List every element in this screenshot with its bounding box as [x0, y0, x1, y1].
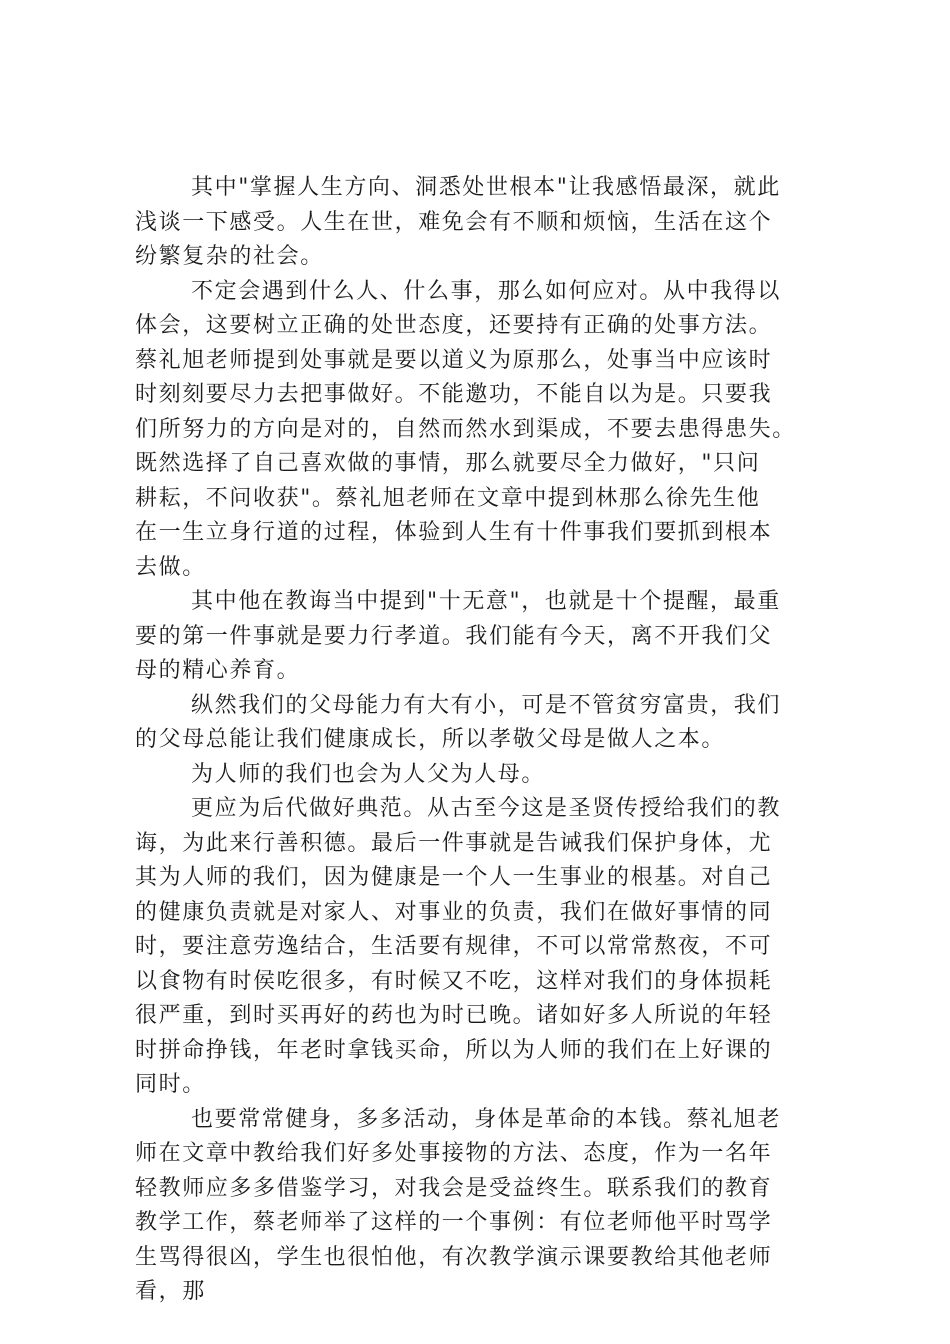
text-line: 不定会遇到什么人、什么事，那么如何应对。从中我得以 — [191, 278, 782, 304]
text-line: 更应为后代做好典范。从古至今这是圣贤传授给我们的教 — [191, 796, 782, 821]
body-text — [135, 171, 825, 1310]
text-line: 以食物有时侯吃很多，有时候又不吃，这样对我们的身体损耗 — [135, 968, 773, 994]
text-line: 的健康负责就是对家人、对事业的负责，我们在做好事情的同 — [135, 899, 773, 925]
text-line: 蔡礼旭老师提到处事就是要以道义为原那么，处事当中应该时 — [135, 347, 773, 373]
text-line: 生骂得很凶，学生也很怕他，有次教学演示课要教给其他老师 — [135, 1244, 773, 1270]
text-line: 纷繁复杂的社会。 — [135, 244, 324, 269]
text-line: 要的第一件事就是要力行孝道。我们能有今天，离不开我们父 — [135, 623, 773, 649]
text-line: 也要常常健身，多多活动，身体是革命的本钱。蔡礼旭老 — [191, 1106, 782, 1132]
text-line: 时拼命挣钱，年老时拿钱买命，所以为人师的我们在上好课的 — [135, 1037, 773, 1063]
text-line: 浅谈一下感受。人生在世，难免会有不顺和烦恼，生活在这个 — [135, 209, 773, 235]
text-line: 的父母总能让我们健康成长，所以孝敬父母是做人之本。 — [135, 727, 726, 752]
text-line: 耕耘，不问收获"。蔡礼旭老师在文章中提到林那么徐先生他 — [135, 485, 761, 511]
text-line: 其中他在教诲当中提到"十无意"，也就是十个提醒，最重 — [191, 589, 781, 614]
text-line: 教学工作，蔡老师举了这样的一个事例：有位老师他平时骂学 — [135, 1210, 773, 1235]
text-line: 看，那 — [135, 1279, 206, 1304]
text-line: 很严重，到时买再好的药也为时已晚。诸如好多人所说的年轻 — [135, 1003, 773, 1028]
text-line: 其中"掌握人生方向、洞悉处世根本"让我感悟最深，就此 — [191, 175, 781, 200]
text-line: 师在文章中教给我们好多处事接物的方法、态度，作为一名年 — [135, 1141, 773, 1166]
text-line: 去做。 — [135, 554, 206, 580]
text-line: 体会，这要树立正确的处世态度，还要持有正确的处事方法。 — [135, 313, 773, 338]
text-line: 们所努力的方向是对的，自然而然水到渠成，不要去患得患失。 — [135, 416, 796, 442]
text-line: 时，要注意劳逸结合，生活要有规律，不可以常常熬夜，不可 — [135, 934, 773, 959]
text-line: 诲，为此来行善积德。最后一件事就是告诫我们保护身体，尤 — [135, 830, 773, 856]
text-line: 时刻刻要尽力去把事做好。不能邀功，不能自以为是。只要我 — [135, 382, 773, 407]
text-line: 同时。 — [135, 1072, 206, 1097]
text-line: 轻教师应多多借鉴学习，对我会是受益终生。联系我们的教育 — [135, 1175, 773, 1201]
text-line: 为人师的我们也会为人父为人母。 — [191, 761, 546, 787]
text-line: 其为人师的我们，因为健康是一个人一生事业的根基。对自己 — [135, 865, 773, 890]
text-line: 在一生立身行道的过程，体验到人生有十件事我们要抓到根本 — [135, 520, 773, 545]
text-line: 纵然我们的父母能力有大有小，可是不管贫穷富贵，我们 — [191, 692, 782, 718]
text-line: 母的精心养育。 — [135, 658, 301, 683]
text-line: 既然选择了自己喜欢做的事情，那么就要尽全力做好，"只问 — [135, 451, 761, 476]
